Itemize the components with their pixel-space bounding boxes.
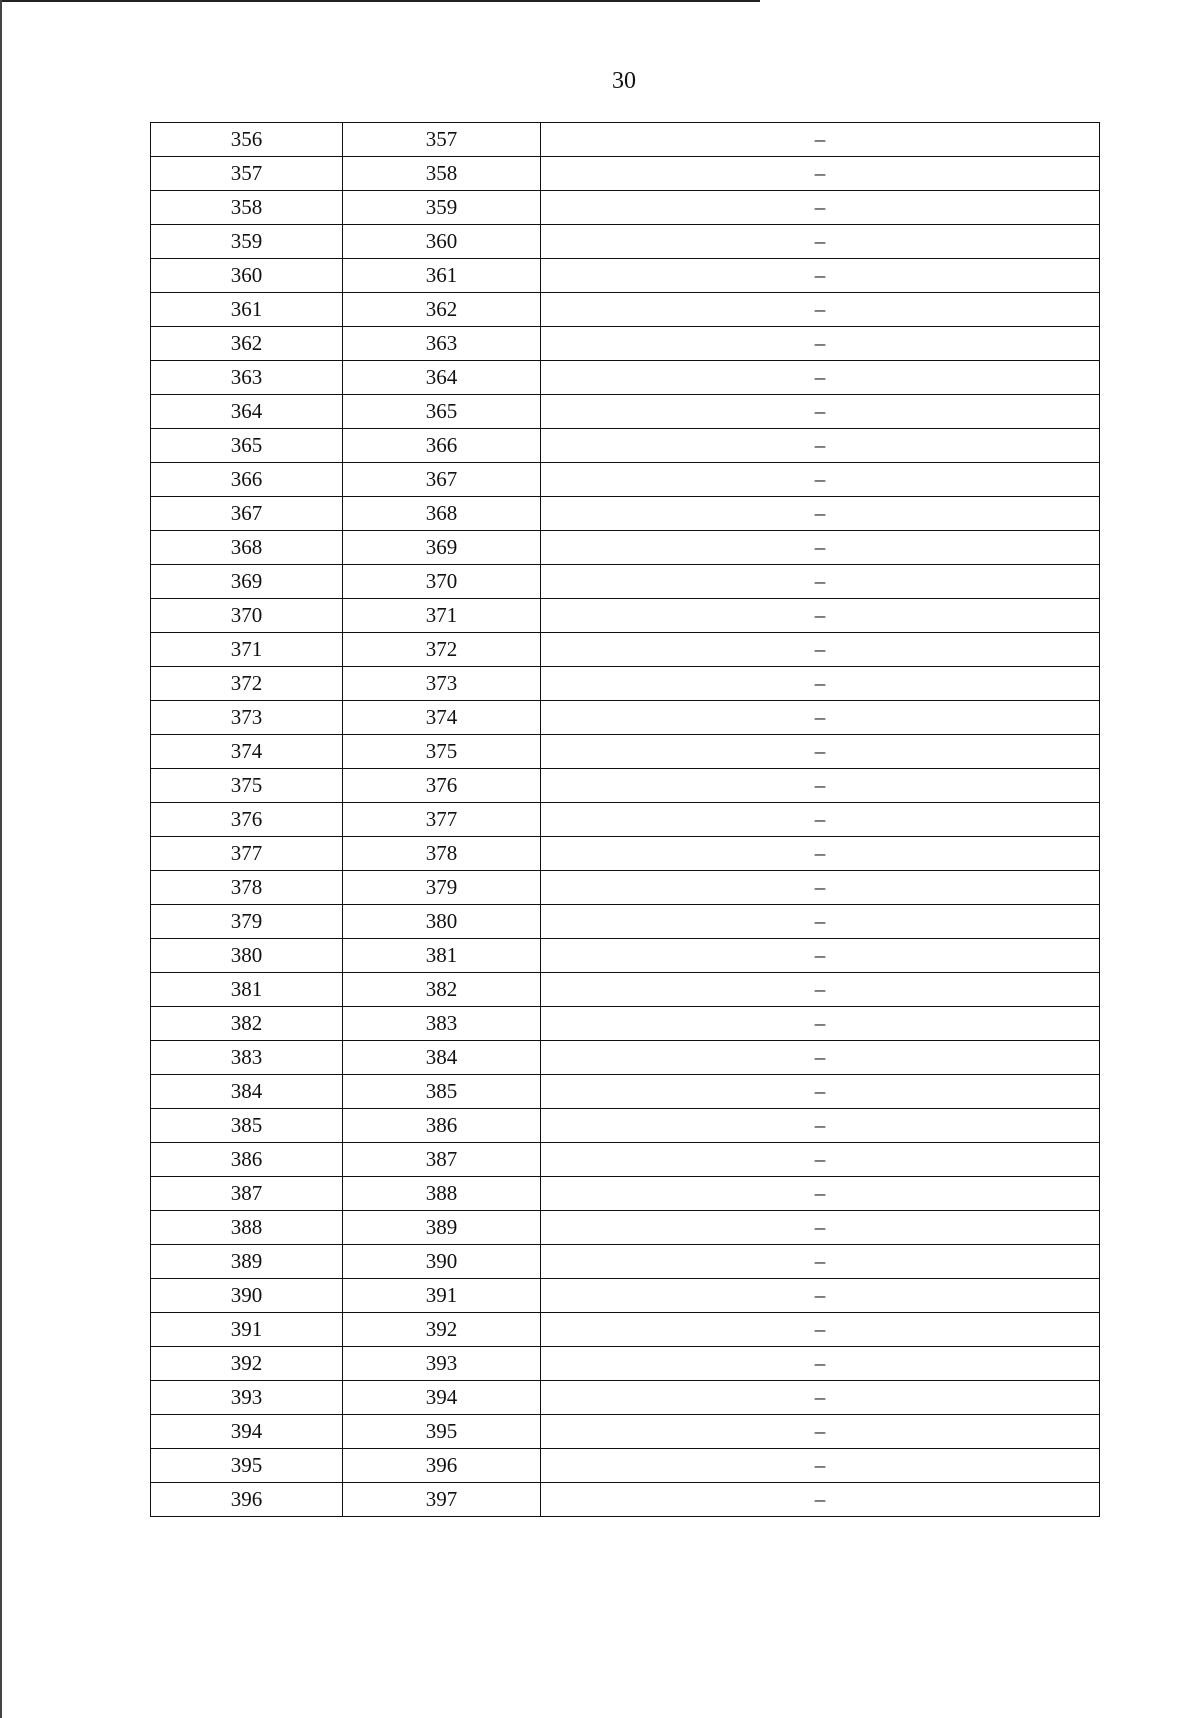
cell-to: 393 bbox=[343, 1347, 541, 1381]
cell-from: 384 bbox=[151, 1075, 343, 1109]
cell-from: 356 bbox=[151, 123, 343, 157]
cell-from: 391 bbox=[151, 1313, 343, 1347]
cell-from: 379 bbox=[151, 905, 343, 939]
table-row bbox=[151, 531, 1100, 565]
cell-value: – bbox=[541, 327, 1100, 361]
table-row bbox=[151, 1279, 1100, 1313]
scan-edge-left bbox=[0, 0, 2, 1718]
cell-value: – bbox=[541, 531, 1100, 565]
cell-from: 381 bbox=[151, 973, 343, 1007]
page-number: 30 bbox=[612, 68, 636, 94]
cell-from: 366 bbox=[151, 463, 343, 497]
cell-from: 376 bbox=[151, 803, 343, 837]
cell-from: 395 bbox=[151, 1449, 343, 1483]
table-row bbox=[151, 1109, 1100, 1143]
cell-value: – bbox=[541, 1483, 1100, 1517]
cell-from: 392 bbox=[151, 1347, 343, 1381]
table-row bbox=[151, 871, 1100, 905]
cell-to: 386 bbox=[343, 1109, 541, 1143]
table-row bbox=[151, 701, 1100, 735]
cell-from: 394 bbox=[151, 1415, 343, 1449]
cell-to: 375 bbox=[343, 735, 541, 769]
cell-to: 361 bbox=[343, 259, 541, 293]
cell-from: 373 bbox=[151, 701, 343, 735]
cell-to: 390 bbox=[343, 1245, 541, 1279]
cell-value: – bbox=[541, 1347, 1100, 1381]
cell-from: 370 bbox=[151, 599, 343, 633]
cell-from: 382 bbox=[151, 1007, 343, 1041]
table-row bbox=[151, 463, 1100, 497]
data-table bbox=[150, 122, 1100, 1517]
table-row bbox=[151, 1177, 1100, 1211]
table-row bbox=[151, 565, 1100, 599]
table-row bbox=[151, 123, 1100, 157]
table-row bbox=[151, 157, 1100, 191]
cell-from: 389 bbox=[151, 1245, 343, 1279]
table-row bbox=[151, 1211, 1100, 1245]
cell-from: 393 bbox=[151, 1381, 343, 1415]
table-body bbox=[151, 123, 1100, 1517]
cell-value: – bbox=[541, 1075, 1100, 1109]
cell-to: 360 bbox=[343, 225, 541, 259]
table-row bbox=[151, 1313, 1100, 1347]
cell-value: – bbox=[541, 1449, 1100, 1483]
cell-value: – bbox=[541, 1415, 1100, 1449]
cell-from: 375 bbox=[151, 769, 343, 803]
cell-to: 371 bbox=[343, 599, 541, 633]
table-row bbox=[151, 1007, 1100, 1041]
table-row bbox=[151, 1415, 1100, 1449]
cell-value: – bbox=[541, 463, 1100, 497]
cell-from: 383 bbox=[151, 1041, 343, 1075]
cell-from: 363 bbox=[151, 361, 343, 395]
cell-value: – bbox=[541, 191, 1100, 225]
table-row bbox=[151, 803, 1100, 837]
cell-to: 357 bbox=[343, 123, 541, 157]
cell-to: 359 bbox=[343, 191, 541, 225]
cell-to: 378 bbox=[343, 837, 541, 871]
cell-value: – bbox=[541, 1313, 1100, 1347]
cell-to: 369 bbox=[343, 531, 541, 565]
table-row bbox=[151, 361, 1100, 395]
table-row bbox=[151, 837, 1100, 871]
cell-value: – bbox=[541, 1109, 1100, 1143]
cell-from: 377 bbox=[151, 837, 343, 871]
cell-to: 370 bbox=[343, 565, 541, 599]
cell-to: 379 bbox=[343, 871, 541, 905]
cell-value: – bbox=[541, 803, 1100, 837]
cell-to: 392 bbox=[343, 1313, 541, 1347]
cell-to: 387 bbox=[343, 1143, 541, 1177]
table-row bbox=[151, 1075, 1100, 1109]
cell-value: – bbox=[541, 565, 1100, 599]
cell-value: – bbox=[541, 497, 1100, 531]
cell-value: – bbox=[541, 1041, 1100, 1075]
table-row bbox=[151, 1483, 1100, 1517]
cell-value: – bbox=[541, 1211, 1100, 1245]
cell-to: 395 bbox=[343, 1415, 541, 1449]
cell-value: – bbox=[541, 871, 1100, 905]
table-row bbox=[151, 327, 1100, 361]
cell-to: 382 bbox=[343, 973, 541, 1007]
cell-to: 367 bbox=[343, 463, 541, 497]
table-row bbox=[151, 1381, 1100, 1415]
cell-value: – bbox=[541, 905, 1100, 939]
cell-from: 374 bbox=[151, 735, 343, 769]
cell-to: 389 bbox=[343, 1211, 541, 1245]
cell-from: 368 bbox=[151, 531, 343, 565]
cell-to: 363 bbox=[343, 327, 541, 361]
cell-to: 394 bbox=[343, 1381, 541, 1415]
cell-from: 387 bbox=[151, 1177, 343, 1211]
table-row bbox=[151, 497, 1100, 531]
cell-to: 397 bbox=[343, 1483, 541, 1517]
table-row bbox=[151, 1143, 1100, 1177]
cell-value: – bbox=[541, 361, 1100, 395]
cell-value: – bbox=[541, 1381, 1100, 1415]
table-row bbox=[151, 395, 1100, 429]
cell-value: – bbox=[541, 633, 1100, 667]
cell-from: 359 bbox=[151, 225, 343, 259]
cell-value: – bbox=[541, 769, 1100, 803]
table-row bbox=[151, 973, 1100, 1007]
cell-value: – bbox=[541, 123, 1100, 157]
cell-to: 383 bbox=[343, 1007, 541, 1041]
cell-to: 376 bbox=[343, 769, 541, 803]
cell-to: 384 bbox=[343, 1041, 541, 1075]
cell-to: 388 bbox=[343, 1177, 541, 1211]
cell-value: – bbox=[541, 1245, 1100, 1279]
table-row bbox=[151, 599, 1100, 633]
table-row bbox=[151, 1449, 1100, 1483]
cell-value: – bbox=[541, 939, 1100, 973]
table-row bbox=[151, 225, 1100, 259]
cell-to: 368 bbox=[343, 497, 541, 531]
table-row bbox=[151, 735, 1100, 769]
cell-to: 366 bbox=[343, 429, 541, 463]
cell-value: – bbox=[541, 225, 1100, 259]
cell-from: 390 bbox=[151, 1279, 343, 1313]
cell-value: – bbox=[541, 667, 1100, 701]
cell-from: 386 bbox=[151, 1143, 343, 1177]
cell-from: 361 bbox=[151, 293, 343, 327]
cell-value: – bbox=[541, 429, 1100, 463]
cell-to: 364 bbox=[343, 361, 541, 395]
cell-value: – bbox=[541, 1143, 1100, 1177]
cell-value: – bbox=[541, 1177, 1100, 1211]
cell-from: 396 bbox=[151, 1483, 343, 1517]
cell-value: – bbox=[541, 157, 1100, 191]
cell-to: 372 bbox=[343, 633, 541, 667]
table-row bbox=[151, 259, 1100, 293]
cell-value: – bbox=[541, 701, 1100, 735]
cell-to: 362 bbox=[343, 293, 541, 327]
scan-edge-top bbox=[0, 0, 760, 2]
cell-value: – bbox=[541, 1007, 1100, 1041]
cell-to: 377 bbox=[343, 803, 541, 837]
table-row bbox=[151, 1245, 1100, 1279]
table-row bbox=[151, 429, 1100, 463]
cell-to: 381 bbox=[343, 939, 541, 973]
cell-from: 380 bbox=[151, 939, 343, 973]
table-row bbox=[151, 1041, 1100, 1075]
table-row bbox=[151, 293, 1100, 327]
cell-from: 357 bbox=[151, 157, 343, 191]
table-row bbox=[151, 1347, 1100, 1381]
cell-to: 391 bbox=[343, 1279, 541, 1313]
cell-from: 388 bbox=[151, 1211, 343, 1245]
cell-from: 367 bbox=[151, 497, 343, 531]
cell-to: 365 bbox=[343, 395, 541, 429]
cell-value: – bbox=[541, 599, 1100, 633]
cell-from: 362 bbox=[151, 327, 343, 361]
cell-to: 385 bbox=[343, 1075, 541, 1109]
cell-from: 364 bbox=[151, 395, 343, 429]
cell-to: 358 bbox=[343, 157, 541, 191]
cell-value: – bbox=[541, 293, 1100, 327]
cell-from: 360 bbox=[151, 259, 343, 293]
table-row bbox=[151, 905, 1100, 939]
cell-to: 373 bbox=[343, 667, 541, 701]
cell-value: – bbox=[541, 735, 1100, 769]
cell-from: 371 bbox=[151, 633, 343, 667]
cell-value: – bbox=[541, 259, 1100, 293]
table-row bbox=[151, 633, 1100, 667]
cell-value: – bbox=[541, 1279, 1100, 1313]
table-row bbox=[151, 769, 1100, 803]
cell-from: 365 bbox=[151, 429, 343, 463]
cell-from: 358 bbox=[151, 191, 343, 225]
table-row bbox=[151, 667, 1100, 701]
cell-from: 385 bbox=[151, 1109, 343, 1143]
cell-to: 396 bbox=[343, 1449, 541, 1483]
cell-value: – bbox=[541, 973, 1100, 1007]
cell-from: 369 bbox=[151, 565, 343, 599]
cell-to: 380 bbox=[343, 905, 541, 939]
table-row bbox=[151, 191, 1100, 225]
cell-value: – bbox=[541, 395, 1100, 429]
cell-from: 378 bbox=[151, 871, 343, 905]
cell-to: 374 bbox=[343, 701, 541, 735]
cell-value: – bbox=[541, 837, 1100, 871]
cell-from: 372 bbox=[151, 667, 343, 701]
table-row bbox=[151, 939, 1100, 973]
